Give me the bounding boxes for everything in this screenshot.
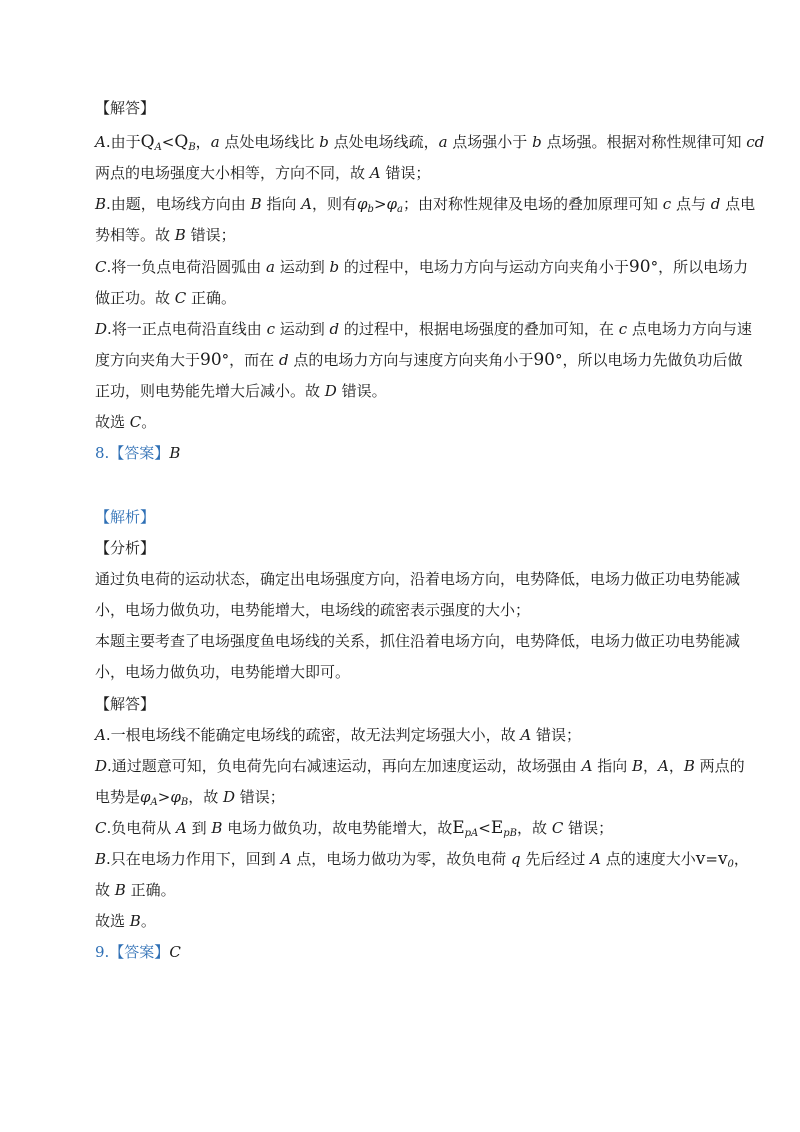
- text-line-1: 【解答】: [95, 99, 156, 117]
- text-line-2: A.由于$Q_A<Q_B$，a 点处电场线比 b 点处电场线疏，a 点场强小于 b 点场强。根据对称性规律可知 cd: [95, 132, 765, 153]
- text-line-12: 8.【答案】B: [95, 444, 181, 462]
- text-line-15: 通过负电荷的运动状态，确定出电场强度方向，沿着电场方向，电势降低，电场力做正功电势能减: [95, 570, 741, 588]
- text-line-13: 【解析】: [95, 508, 156, 526]
- text-line-9: 度方向夹角大于90°，而在 d 点的电场力方向与速度方向夹角小于90°，所以电场力先做负功后做: [95, 350, 743, 370]
- text-line-14: 【分析】: [95, 539, 156, 557]
- text-line-5: 势相等。故 B 错误；: [95, 226, 236, 244]
- text-line-25: 故 B 正确。: [95, 881, 176, 899]
- text-line-26: 故选 B。: [95, 912, 156, 930]
- text-line-22: 电势是$\varphi_A>\varphi_B$，故 D 错误；: [95, 788, 285, 808]
- text-line-16: 小，电场力做负功，电势能增大，电场线的疏密表示强度的大小；: [95, 601, 531, 619]
- text-line-17: 本题主要考查了电场强度鱼电场线的关系，抓住沿着电场方向，电势降低，电场力做正功电势能减: [95, 632, 741, 650]
- text-line-19: 【解答】: [95, 695, 156, 713]
- text-line-4: B.由题，电场线方向由 B 指向 A，则有$\varphi_b>\varphi_a$；由对称性规律及电场的叠加原理可知 c 点与 d 点电: [95, 195, 756, 215]
- text-line-18: 小，电场力做负功，电势能增大即可。: [95, 663, 351, 681]
- text-line-20: A.一根电场线不能确定电场线的疏密，故无法判定场强大小，故 A 错误；: [95, 726, 582, 744]
- text-line-27: 9.【答案】C: [95, 943, 181, 961]
- text-line-23: C.负电荷从 A 到 B 电场力做负功，故电势能增大，故$E_{pA}<E_{pB}$，故 C 错误；: [95, 818, 614, 839]
- text-line-11: 故选 C。: [95, 413, 157, 431]
- text-line-8: D.将一正点电荷沿直线由 c 运动到 d 的过程中，根据电场强度的叠加可知，在 c 点电场力方向与速: [95, 320, 752, 338]
- text-line-10: 正功，则电势能先增大后减小。故 D 错误。: [95, 382, 387, 400]
- text-line-7: 做正功。故 C 正确。: [95, 289, 237, 307]
- text-line-3: 两点的电场强度大小相等，方向不同，故 A 错误；: [95, 164, 431, 182]
- text-line-21: D.通过题意可知，负电荷先向右减速运动，再向左加速度运动，故场强由 A 指向 B，A，B 两点的: [95, 757, 745, 775]
- text-line-6: C.将一负点电荷沿圆弧由 a 运动到 b 的过程中，电场力方向与运动方向夹角小于90°，所以电场力: [95, 257, 749, 277]
- text-line-24: B.只在电场力作用下，回到 A 点，电场力做功为零，故负电荷 q 先后经过 A 点的速度大小$v=v_0$，: [95, 849, 749, 870]
